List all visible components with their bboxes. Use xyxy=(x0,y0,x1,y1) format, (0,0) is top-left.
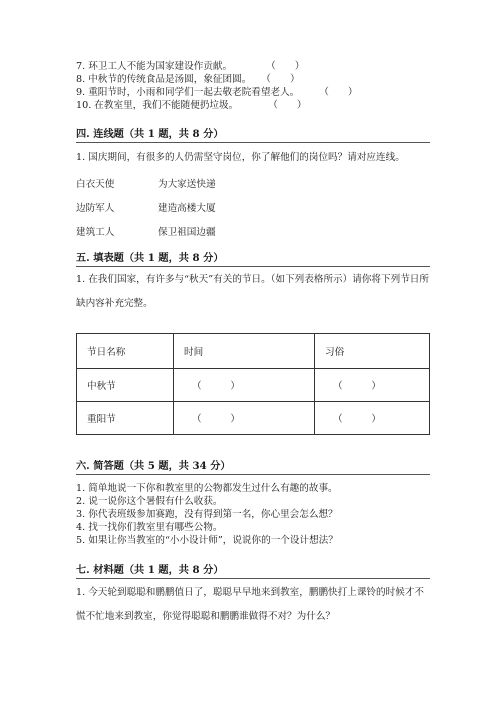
answer-blank[interactable]: （ ） xyxy=(266,61,305,72)
tf-question-7 xyxy=(76,61,304,73)
match-left-item[interactable]: 建筑工人 xyxy=(76,227,115,238)
answer-blank[interactable]: （ ） xyxy=(261,74,300,85)
table-row xyxy=(77,402,430,435)
section-4-question: 1. 国庆期间，有很多的人仍需坚守岗位，你了解他们的岗位吗？请对应连线。 xyxy=(76,152,405,163)
section-6-title: 六. 简答题（共 5 题，共 34 分） xyxy=(76,460,231,472)
table-cell-custom[interactable] xyxy=(315,369,430,402)
match-right-item[interactable]: 为大家送快递 xyxy=(158,179,216,190)
answer-blank[interactable]: （ ） xyxy=(192,381,240,392)
tf-question-text: 9. 重阳节时，小雨和同学们一起去敬老院看望老人。 xyxy=(76,87,300,98)
answer-blank[interactable]: （ ） xyxy=(319,87,358,98)
table-header-cell: 习俗 xyxy=(315,334,430,369)
tf-question-text: 8. 中秋节的传统食品是汤圆，象征团圆。 xyxy=(76,74,252,85)
tf-question-text: 7. 环卫工人不能为国家建设作贡献。 xyxy=(76,61,233,72)
section-divider xyxy=(76,578,430,579)
table-cell-custom[interactable] xyxy=(315,402,430,435)
table-cell-name: 重阳节 xyxy=(77,402,174,435)
answer-blank[interactable]: （ ） xyxy=(333,381,381,392)
section-divider xyxy=(76,266,430,267)
tf-question-10 xyxy=(76,100,307,112)
table-cell-time[interactable] xyxy=(174,402,315,435)
tf-question-9 xyxy=(76,87,358,99)
section-4-title: 四. 连线题（共 1 题，共 8 分） xyxy=(76,128,224,140)
short-answer-item: 1. 简单地说一下你和教室里的公物都发生过什么有趣的故事。 xyxy=(76,483,338,494)
table-header-cell: 时间 xyxy=(174,334,315,369)
table-header-row xyxy=(77,334,430,369)
answer-blank[interactable]: （ ） xyxy=(268,100,307,111)
table-cell-name: 中秋节 xyxy=(77,369,174,402)
short-answer-item: 5. 如果让你当教室的“小小设计师”，说说你的一个设计想法？ xyxy=(76,535,338,546)
match-right-item[interactable]: 保卫祖国边疆 xyxy=(158,227,216,238)
section-7-title: 七. 材料题（共 1 题，共 8 分） xyxy=(76,564,224,576)
match-left-item[interactable]: 白衣天使 xyxy=(76,179,115,190)
answer-blank[interactable]: （ ） xyxy=(192,414,240,425)
section-divider xyxy=(76,142,430,143)
section-divider xyxy=(76,474,430,475)
match-left-item[interactable]: 边防军人 xyxy=(76,203,115,214)
short-answer-item: 3. 你代表班级参加赛跑，没有得到第一名，你心里会怎么想？ xyxy=(76,509,338,520)
tf-question-text: 10. 在教室里，我们不能随便扔垃圾。 xyxy=(76,100,239,111)
table-header-cell: 节日名称 xyxy=(77,334,174,369)
answer-blank[interactable]: （ ） xyxy=(333,414,381,425)
section-7-question: 1. 今天轮到聪聪和鹏鹏值日了，聪聪早早地来到教室，鹏鹏快打上课铃的时候才不慌不忙地来到教室，你觉得聪聪和鹏鹏谁做得不对？为什么？ xyxy=(76,587,424,622)
match-right-item[interactable]: 建造高楼大厦 xyxy=(158,203,216,214)
short-answer-item: 4. 找一找你们教室里有哪些公物。 xyxy=(76,522,223,533)
table-cell-time[interactable] xyxy=(174,369,315,402)
section-5-title: 五. 填表题（共 1 题，共 8 分） xyxy=(76,252,224,264)
short-answer-item: 2. 说一说你这个暑假有什么收获。 xyxy=(76,496,223,507)
table-row xyxy=(77,369,430,402)
tf-question-8 xyxy=(76,74,300,86)
festival-table xyxy=(76,333,430,435)
section-5-question: 1. 在我们国家，有许多与“秋天”有关的节日。（如下列表格所示）请你将下列节日所缺内容补充完整。 xyxy=(76,274,429,309)
